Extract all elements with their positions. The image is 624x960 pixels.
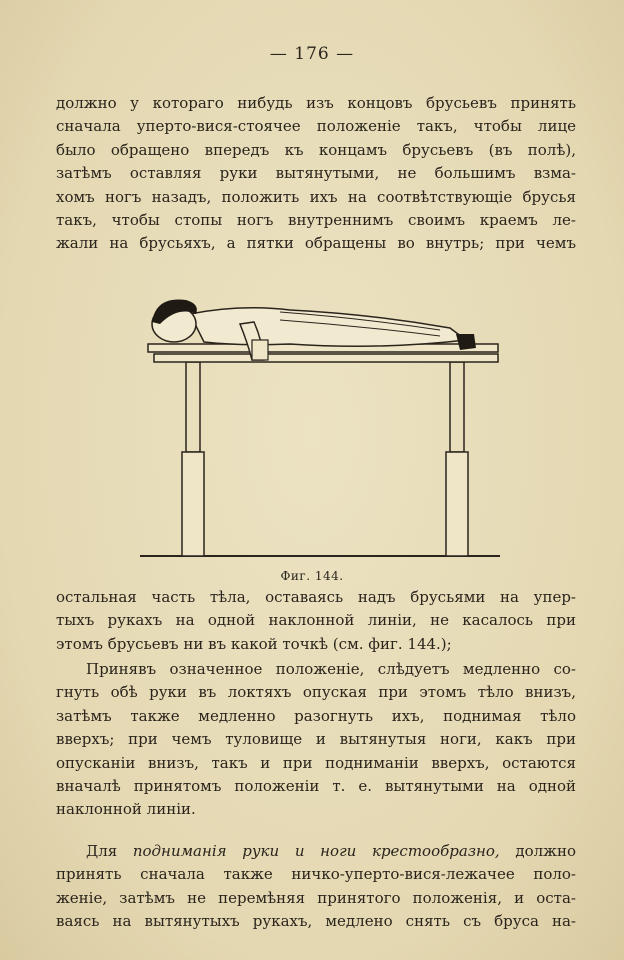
text-line: гнуть обѣ руки въ локтяхъ опуская при этомъ тѣло внизъ, <box>56 683 576 702</box>
text-line: Принявъ означенное положеніе, слѣдуетъ медленно со- <box>86 660 576 678</box>
text-line: принять сначала также ничко-уперто-вися-лежачее поло- <box>56 865 576 884</box>
text-line: сначала уперто-вися-стоячее положеніе такъ, чтобы лице <box>56 117 576 136</box>
text-line: должно у котораго нибудь изъ концовъ брусьевъ принять <box>56 94 576 112</box>
lead-word: Для <box>86 842 118 860</box>
text-line: затѣмъ оставляя руки вытянутыми, не большимъ взма- <box>56 164 576 183</box>
text-line: вначалѣ принятомъ положеніи т. е. вытянутыми на одной <box>56 777 576 796</box>
paragraph-1 <box>56 92 576 256</box>
text-line: этомъ брусьевъ ни въ какой точкѣ (см. фиг. 144.); <box>56 634 452 653</box>
paragraph-4 <box>56 840 576 934</box>
figure-caption: Фиг. 144. <box>280 569 344 583</box>
text-line: затѣмъ также медленно разогнуть ихъ, поднимая тѣло <box>56 706 576 725</box>
trailing-word: должно <box>515 842 576 860</box>
text-line: тыхъ рукахъ на одной наклонной линіи, не касалось при <box>56 611 576 630</box>
text-line: такъ, чтобы стопы ногъ внутреннимъ своимъ краемъ ле- <box>56 211 576 230</box>
paragraph-3 <box>56 658 576 822</box>
figure-144-illustration <box>130 284 510 564</box>
text-line: жали на брусьяхъ, а пятки обращены во внутрь; при чемъ <box>56 234 576 253</box>
text-line-first <box>56 840 576 863</box>
page-number: — 176 — <box>269 44 355 64</box>
text-line: было обращено впередъ къ концамъ брусьевъ (въ полѣ), <box>56 140 576 159</box>
text-line: опусканіи внизъ, такъ и при подниманіи вверхъ, остаются <box>56 753 576 772</box>
text-line: наклонной линіи. <box>56 800 196 819</box>
text-line: ваясь на вытянутыхъ рукахъ, медлено снять съ бруса на- <box>56 912 576 931</box>
text-line: хомъ ногъ назадъ, положить ихъ на соотвѣтствующіе брусья <box>56 187 576 206</box>
paragraph-2 <box>56 586 576 656</box>
italic-term: подниманія руки и ноги крестообразно, <box>132 842 500 860</box>
text-line: остальная часть тѣла, оставаясь надъ брусьями на упер- <box>56 588 576 606</box>
text-line: вверхъ; при чемъ туловище и вытянутыя ноги, какъ при <box>56 730 576 749</box>
parallel-bars-illustration <box>130 284 510 564</box>
text-line: женіе, затѣмъ не перемѣняя принятого положенія, и оста- <box>56 888 576 907</box>
